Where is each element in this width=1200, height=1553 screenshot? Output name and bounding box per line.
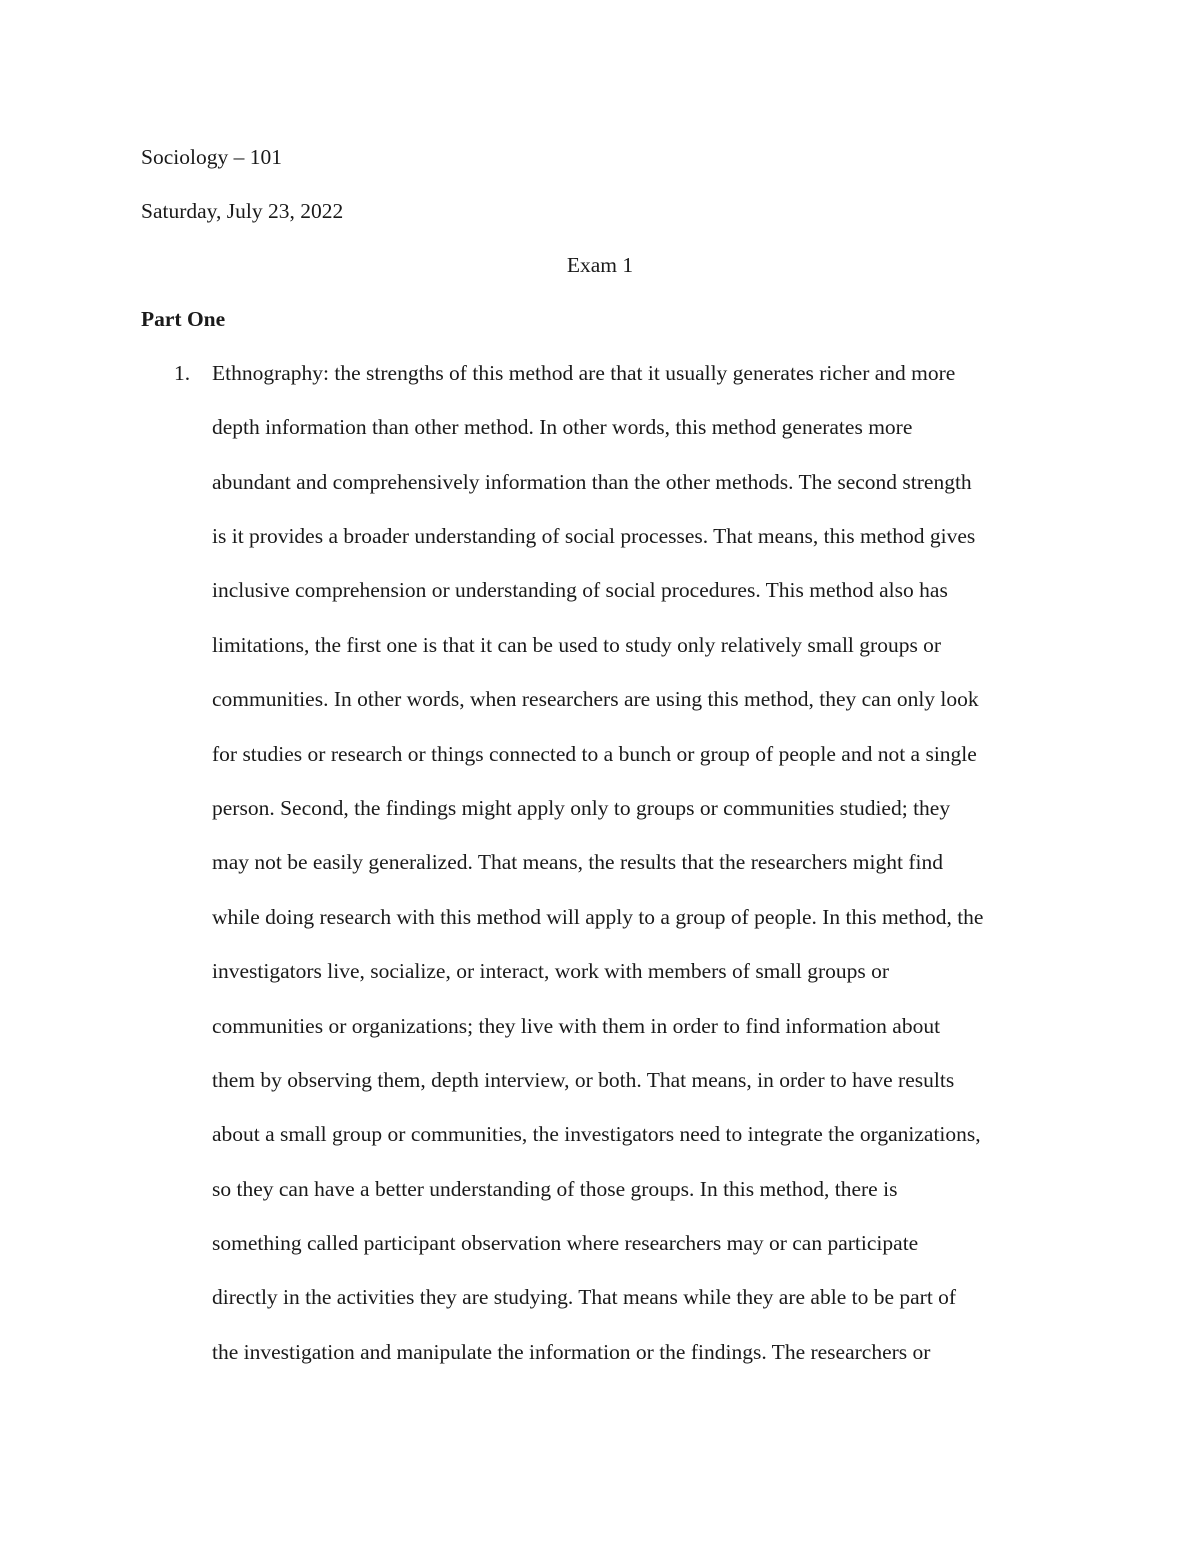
paragraph-line: inclusive comprehension or understanding of social procedures. This method also has	[212, 578, 948, 603]
paragraph-line: something called participant observation where researchers may or can participate	[212, 1231, 919, 1256]
paragraph-line: while doing research with this method will apply to a group of people. In this method, the	[212, 904, 984, 929]
list-item-number: 1.	[174, 361, 191, 385]
paragraph-line: them by observing them, depth interview, or both. That means, in order to have results	[212, 1067, 955, 1092]
paragraph-line: person. Second, the findings might apply only to groups or communities studied; they	[212, 795, 951, 820]
course-name: Sociology – 101	[141, 145, 282, 169]
paragraph-line: depth information than other method. In other words, this method generates more	[212, 415, 913, 440]
paragraph-line: Ethnography: the strengths of this method are that it usually generates richer and more	[212, 360, 956, 385]
paragraph-line: communities. In other words, when researchers are using this method, they can only look	[212, 687, 979, 712]
section-heading: Part One	[141, 307, 226, 331]
document-title: Exam 1	[566, 253, 634, 277]
paragraph-line: communities or organizations; they live with them in order to find information about	[212, 1013, 941, 1038]
exam-date: Saturday, July 23, 2022	[141, 199, 344, 223]
paragraph-line: abundant and comprehensively information than the other methods. The second strength	[212, 469, 972, 494]
paragraph-line: directly in the activities they are studying. That means while they are able to be part of	[212, 1285, 957, 1310]
paragraph-line: so they can have a better understanding of those groups. In this method, there is	[212, 1176, 898, 1201]
paragraph-line: investigators live, socialize, or interact, work with members of small groups or	[212, 959, 890, 984]
paragraph-line: limitations, the first one is that it can be used to study only relatively small groups or	[212, 632, 942, 657]
paragraph-line: is it provides a broader understanding of social processes. That means, this method gives	[212, 523, 976, 548]
paragraph-line: the investigation and manipulate the information or the findings. The researchers or	[212, 1339, 931, 1364]
paragraph-line: may not be easily generalized. That means, the results that the researchers might find	[212, 850, 943, 875]
paragraph-line: about a small group or communities, the investigators need to integrate the organizations,	[212, 1122, 981, 1147]
paragraph-line: for studies or research or things connected to a bunch or group of people and not a single	[212, 741, 977, 766]
list-item-text	[212, 346, 1058, 1379]
